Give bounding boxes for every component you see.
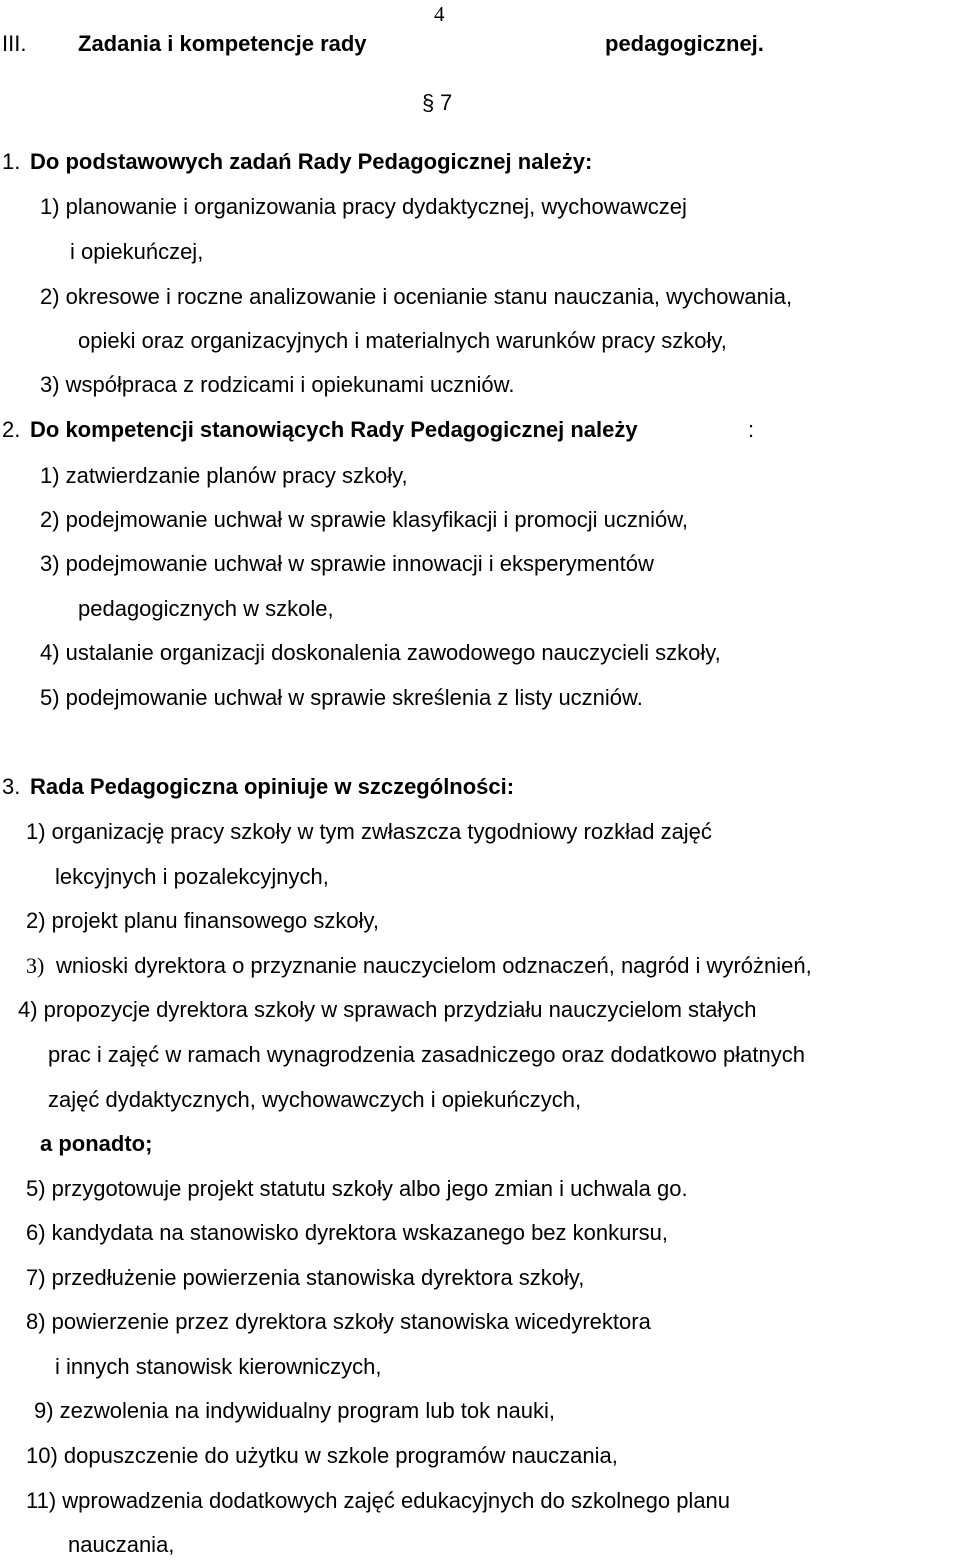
page-number: 4 [434, 2, 445, 26]
para3-line: 6) kandydata na stanowisko dyrektora wskazanego bez konkursu, [26, 1220, 669, 1245]
chapter-number: III. [2, 31, 27, 56]
para3-line: 11) wprowadzenia dodatkowych zajęć edukacyjnych do szkolnego planu [26, 1488, 731, 1513]
para2-line: 3) podejmowanie uchwał w sprawie innowacji i eksperymentów [40, 551, 654, 576]
chapter-title-part2: pedagogicznej. [605, 31, 764, 56]
para3-line-number: 3) [26, 953, 45, 978]
para2-heading: Do kompetencji stanowiących Rady Pedagogicznej należy [30, 417, 638, 442]
para1-line: opieki oraz organizacyjnych i materialnych warunków pracy szkoły, [78, 328, 727, 353]
para3-line: 7) przedłużenie powierzenia stanowiska dyrektora szkoły, [26, 1265, 585, 1290]
para1-line: 1) planowanie i organizowania pracy dydaktycznej, wychowawczej [40, 194, 687, 219]
para3-line: 8) powierzenie przez dyrektora szkoły stanowiska wicedyrektora [26, 1309, 651, 1334]
para1-number: 1. [2, 149, 21, 174]
para3-line: lekcyjnych i pozalekcyjnych, [55, 864, 329, 889]
para3-line: prac i zajęć w ramach wynagrodzenia zasadniczego oraz dodatkowo płatnych [48, 1042, 805, 1067]
para2-heading-colon: : [748, 417, 755, 442]
para3-line: 1) organizację pracy szkoły w tym zwłaszcza tygodniowy rozkład zajęć [26, 819, 712, 844]
para3-line: i innych stanowisk kierowniczych, [55, 1354, 382, 1379]
para3-line: a ponadto; [40, 1131, 153, 1156]
para1-line: 3) współpraca z rodzicami i opiekunami uczniów. [40, 372, 515, 397]
para2-number: 2. [2, 417, 21, 442]
section-number: 7 [440, 90, 453, 115]
section-symbol: § [422, 90, 435, 115]
para2-line: 5) podejmowanie uchwał w sprawie skreślenia z listy uczniów. [40, 685, 643, 710]
para3-line: 10) dopuszczenie do użytku w szkole programów nauczania, [26, 1443, 618, 1468]
para3-line: 4) propozycje dyrektora szkoły w sprawach przydziału nauczycielom stałych [18, 997, 757, 1022]
para1-line: 2) okresowe i roczne analizowanie i ocenianie stanu nauczania, wychowania, [40, 284, 793, 309]
para3-line: nauczania, [68, 1532, 175, 1557]
para3-line: 2) projekt planu finansowego szkoły, [26, 908, 380, 933]
para3-heading: Rada Pedagogiczna opiniuje w szczególności: [30, 774, 515, 799]
para2-line: 2) podejmowanie uchwał w sprawie klasyfikacji i promocji uczniów, [40, 507, 689, 532]
chapter-title-part1: Zadania i kompetencje rady [78, 31, 367, 56]
para3-number: 3. [2, 774, 21, 799]
para3-line: zajęć dydaktycznych, wychowawczych i opiekuńczych, [48, 1087, 582, 1112]
para2-line: pedagogicznych w szkole, [78, 596, 334, 621]
para3-line: 9) zezwolenia na indywidualny program lub tok nauki, [34, 1398, 555, 1423]
para2-line: 1) zatwierdzanie planów pracy szkoły, [40, 463, 408, 488]
para1-line: i opiekuńczej, [70, 239, 204, 264]
para3-line: wnioski dyrektora o przyznanie nauczycielom odznaczeń, nagród i wyróżnień, [56, 953, 812, 978]
para2-line: 4) ustalanie organizacji doskonalenia zawodowego nauczycieli szkoły, [40, 640, 721, 665]
para1-heading: Do podstawowych zadań Rady Pedagogicznej należy: [30, 149, 593, 174]
para3-line: 5) przygotowuje projekt statutu szkoły albo jego zmian i uchwala go. [26, 1176, 688, 1201]
